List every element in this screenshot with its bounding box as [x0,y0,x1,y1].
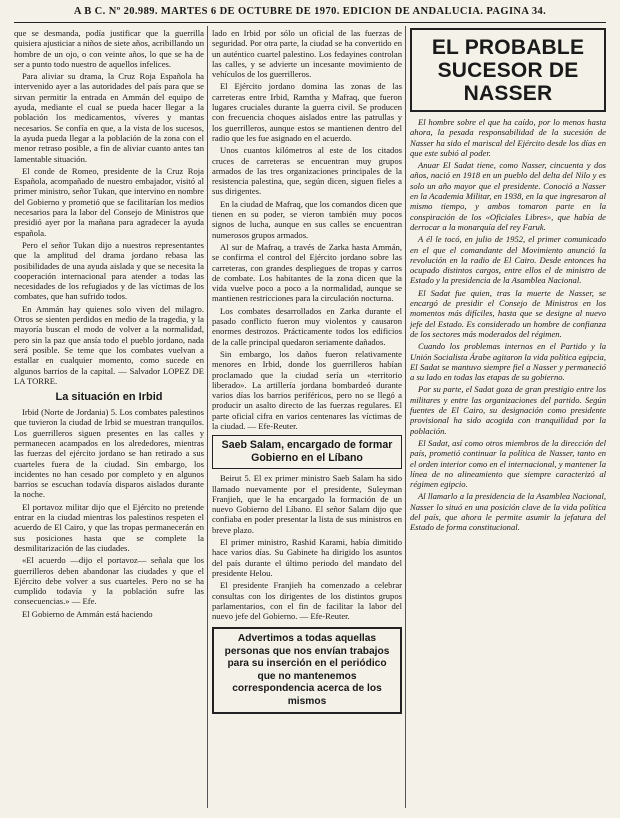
article-paragraph: Para aliviar su drama, la Cruz Roja Española ha intervenido ayer a las autoridades del país para que se sirvan permitir la entrada en Ammán del equipo de ayuda, mediante el cual se pueda hacer llegar a la población los medicamentos, víveres y mantas necesarios. Se confía en que, a la vista de los sucesos, la ayuda pueda llegar a la población de la zona con el menor retraso posible, a fin de aliviar cuanto antes tan lamentable situación. [14,71,204,164]
page-header: A B C. Nº 20.989. MARTES 6 DE OCTUBRE DE 1970. EDICION DE ANDALUCIA. PAGINA 34. [73,6,547,17]
article-paragraph: El portavoz militar dijo que el Ejército no pretende entrar en la ciudad mientras los palestinos respeten el acuerdo de El Cairo, y que las tropas permanecerán en sus posiciones hasta que se complete la desmilitarización de las ciudades. [14,501,204,553]
article-paragraph: El primer ministro, Rashid Karami, había dimitido hace varios días. Su Gabinete ha dirigido los asuntos del país durante el último periodo del mandato del presidente Helou. [212,537,402,578]
article-paragraph: En la ciudad de Mafraq, que los comandos dicen que tienen en su poder, se vieron también muy pocos signos de lucha, aunque en sus calles se encuentran numerosos grupos armados. [212,198,402,240]
article-paragraph: Los combates desarrollados en Zarka durante el pasado conflicto fueron muy violentos y causaron enormes destrozos. Prácticamente todos los edificios de la calle principal quedaron seriamente dañados. [212,305,402,347]
article-paragraph: El presidente Franjieh ha comenzado a celebrar consultas con los dirigentes de los distintos grupos parlamentarios, con el fin de facilitar la labor del nuevo jefe del Gobierno. — Efe-Reuter. [212,580,402,622]
headline-box [410,28,606,112]
article-paragraph: El conde de Romeo, presidente de la Cruz Roja Española, acompañado de nuestro embajador, visitó al primer ministro, señor Tukan, que intervino en nombre del Gobierno y prometió que se facilitarían los medios necesarios para la labor del Consejo de Ministros que presidió ayer por la mañana para agradecer la ayuda española. [14,165,204,238]
article-paragraph: Cuando los problemas internos en el Partido y la Unión Socialista Árabe agitaron la vida política egipcia, El Sadat se mantuvo siempre fiel a Nasser y permaneció a su lado en todas las etapas de su gobierno. [410,341,606,383]
article-paragraph: Al sur de Mafraq, a través de Zarka hasta Ammán, se confirma el control del Ejército jordano sobre las carreteras, con grandes despliegues de tropas y carros de combate. Los habitantes de la zona dicen que la vida vuelve poco a poco a la normalidad, aunque se mantienen restricciones para la circulación nocturna. [212,241,402,304]
headline-saeb-salam: Saeb Salam, encargado de formar Gobierno en el Líbano [212,435,402,469]
article-paragraph: El Sadat fue quien, tras la muerte de Nasser, se encargó de presidir el Consejo de Ministros en los momentos más difíciles, hasta que se designe al nuevo jefe del Estado. Es considerado un hombre de confianza de los sectores más moderados del régimen. [410,287,606,339]
article-paragraph: que se desmanda, podía justificar que la guerrilla quisiera ajusticiar a niños de siete años, acribillando un hombre de un ojo, o con veinte años, lo que se ha de ser a punto todo nuestro de aquellos infelices. [14,28,204,69]
column-divider-1 [207,26,208,808]
article-paragraph: Al llamarlo a la presidencia de la Asamblea Nacional, Nasser lo situó en una posición clave de la vida política del país, que ahora le permite asumir la jefatura del Estado de forma constitucional. [410,491,606,533]
column-1 [14,28,204,808]
article-paragraph: En Ammán hay quienes solo viven del milagro. Otros se sienten perdidos en medio de la tragedia, y la mayoría buscan el modo de volver a la normalidad, pero sin la paz que ansía todo el pueblo jordano, nada será posible. Se teme que los combates vuelvan a estallar en cualquier momento, como sucede en algunos barrios de la capital. — Salvador LOPEZ DE LA TORRE. [14,303,204,386]
article-paragraph: A él le tocó, en julio de 1952, el primer comunicado en el que el comandante del Movimiento anunció la revolución en la radio de El Cairo. Desde entonces ha ocupado distintos cargos, entre ellos el de ministro de Estado y la presidencia de la Asamblea Nacional. [410,234,606,286]
column-divider-2 [405,26,406,808]
headline-sucesor-nasser: EL PROBABLE SUCESOR DE NASSER [431,36,585,105]
article-paragraph: Por su parte, el Sadat goza de gran prestigio entre los militares y entre las organizaciones del partido. Según fuentes de El Cairo, su designación como presidente provisional ha sido acogida con tranquilidad por la población. [410,384,606,436]
notice-box: Advertimos a todas aquellas personas que nos envían trabajos para su inserción en el periódico que no mantenemos correspondencia acerca de los mismos [212,627,402,714]
article-paragraph: Beirut 5. El ex primer ministro Saeb Salam ha sido llamado nuevamente por el presidente, Suleyman Franjieh, que le ha encargado la formación de un nuevo Gobierno del Líbano. El señor Salam dijo que confiaba en poder presentar la lista de sus ministros en breve plazo. [212,473,402,535]
article-paragraph: lado en Irbid por sólo un oficial de las fuerzas de seguridad. Por otra parte, la ciudad se ha convertido en un auténtico cuartel palestino. Los fedayines controlan las calles, y se advierte un incesante movimiento de vehículos de los guerrilleros. [212,28,402,80]
article-paragraph: «El acuerdo —dijo el portavoz— señala que los guerrilleros deben abandonar las ciudades y que el Ejército debe volver a sus cuarteles. Pero no se ha cumplido todavía y la población sufre las consecuencias.» — Efe. [14,555,204,607]
article-paragraph: Pero el señor Tukan dijo a nuestros representantes que la amplitud del drama jordano rebasa las posibilidades de una ayuda aislada y que se necesita la cooperación internacional para atender a todas las necesidades de los refugiados y de las víctimas de los combates, que han sufrido todos. [14,239,204,302]
article-paragraph: El Ejército jordano domina las zonas de las carreteras entre Irbid, Ramtha y Mafraq, que fueron lugares cruciales durante la guerra civil. Se producen con frecuencia choques aislados entre las patrullas y los guerrilleros, aunque estos se mantienen dentro del radio que les fue asignado en el acuerdo. [212,81,402,143]
article-paragraph: El hombre sobre el que ha caído, por lo menos hasta ahora, la pesada responsabilidad de la sucesión de Nasser ha sido el mariscal del Ejército desde los días en que este subió al poder. [410,117,606,158]
column-3 [410,28,606,808]
article-paragraph: Sin embargo, los daños fueron relativamente menores en Irbid, donde los guerrilleros habían proclamado que la ciudad sería un «territorio liberado». La artillería jordana bombardeó durante varios días los barrios periféricos, pero no se llegó a producir un asalto directo de las fuerzas regulares. El parte oficial cifra en varios centenares las víctimas de la ciudad. — Efe-Reuter. [212,348,402,431]
article-paragraph: Irbid (Norte de Jordania) 5. Los combates palestinos que tuvieron la ciudad de Irbid se muestran tranquilos. Los guerrilleros siguen presentes en las calles y permanecen acampados en los alrededores, mientras las fuerzas del ejército jordano se han retirado a sus cuarteles fuera de la ciudad. Sin embargo, los incidentes no han cesado por completo y en algunos barrios se escuchan todavía disparos aislados durante la noche. [14,407,204,500]
section-subhead-irbid: La situación en Irbid [55,391,163,404]
column-2 [212,28,402,808]
article-paragraph: El Sadat, así como otros miembros de la dirección del país, prometió continuar la política de Nasser, tanto en el orden interior como en el internacional, y mantener la línea de no alineamiento que siempre caracterizó al régimen egipcio. [410,437,606,490]
article-paragraph: El Gobierno de Ammán está haciendo [22,608,153,619]
article-paragraph: Unos cuantos kilómetros al este de los citados cruces de carreteras se encuentran muy grupos armados de las tres organizaciones principales de la resistencia palestina, que, según dicen, siguen fieles a sus dirigentes. [212,145,402,197]
article-paragraph: Anuar El Sadat tiene, como Nasser, cincuenta y dos años, nació en 1918 en un pueblo del delta del Nilo y es solo un año mayor que el presidente. Conoció a Nasser en la Academia Militar, en 1938, en la que ingresaron al mismo tiempo, y ambos tomaron parte en la conspiración de los «Oficiales Libres», que había de derrocar a la monarquía del rey Faruk. [410,160,606,232]
header-rule [14,22,606,23]
